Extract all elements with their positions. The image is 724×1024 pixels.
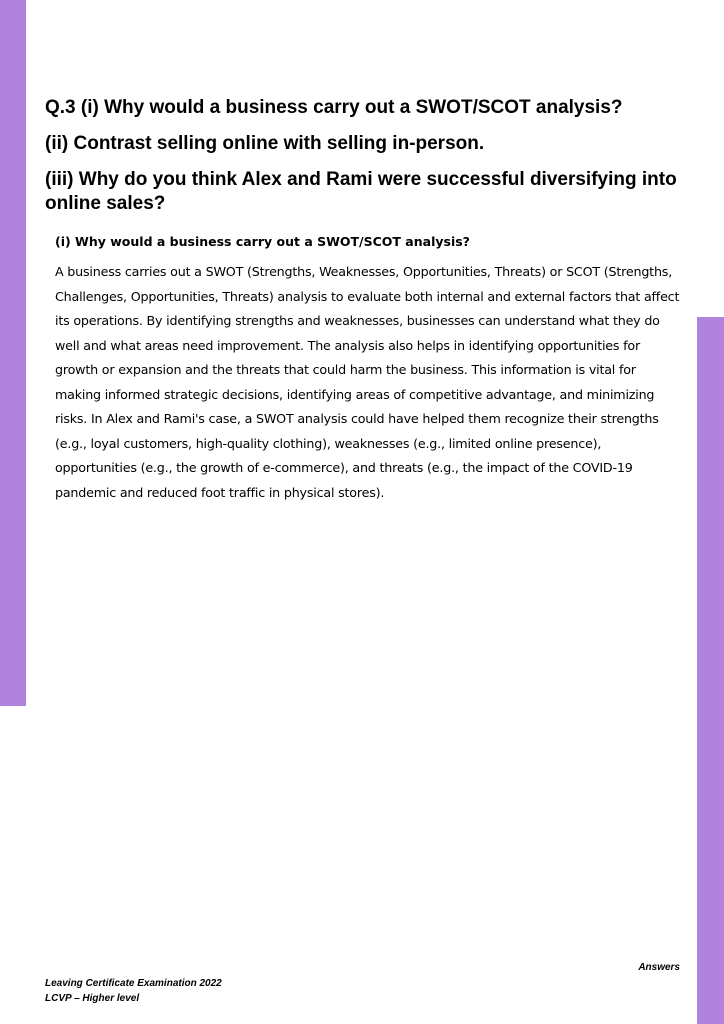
left-accent-bar — [0, 0, 26, 706]
question-block — [45, 96, 685, 228]
question-2: (ii) Contrast selling online with selling in-person. — [45, 133, 485, 154]
answer-section — [55, 232, 680, 505]
footer-exam-info — [45, 976, 222, 1006]
answer-body: A business carries out a SWOT (Strengths, Weaknesses, Opportunities, Threats) or SCOT (Strengths, Challenges, Opportunities, Threats) analysis to evaluate both internal and external factors that affect its operations. By identifying strengths and weaknesses, businesses can understand what they do well and what areas need improvement. The analysis also helps in identifying opportunities for growth or expansion and the threats that could harm the business. This information is vital for making informed strategic decisions, identifying areas of competitive advantage, and minimizing risks. In Alex and Rami's case, a SWOT analysis could have helped them recognize their strengths (e.g., loyal customers, high-quality clothing), weaknesses (e.g., limited online presence), opportunities (e.g., the growth of e-commerce), and threats (e.g., the impact of the COVID-19 pandemic and reduced foot traffic in physical stores). — [55, 264, 680, 500]
question-1: Q.3 (i) Why would a business carry out a SWOT/SCOT analysis? — [45, 97, 623, 118]
footer-answers-label: Answers — [638, 962, 680, 973]
answer-heading: (i) Why would a business carry out a SWOT/SCOT analysis? — [55, 234, 470, 249]
right-accent-bar — [697, 317, 724, 1024]
footer-level: LCVP – Higher level — [45, 993, 140, 1004]
question-3: (iii) Why do you think Alex and Rami were successful diversifying into online sales? — [45, 169, 677, 214]
footer-exam-title: Leaving Certificate Examination 2022 — [45, 978, 222, 989]
